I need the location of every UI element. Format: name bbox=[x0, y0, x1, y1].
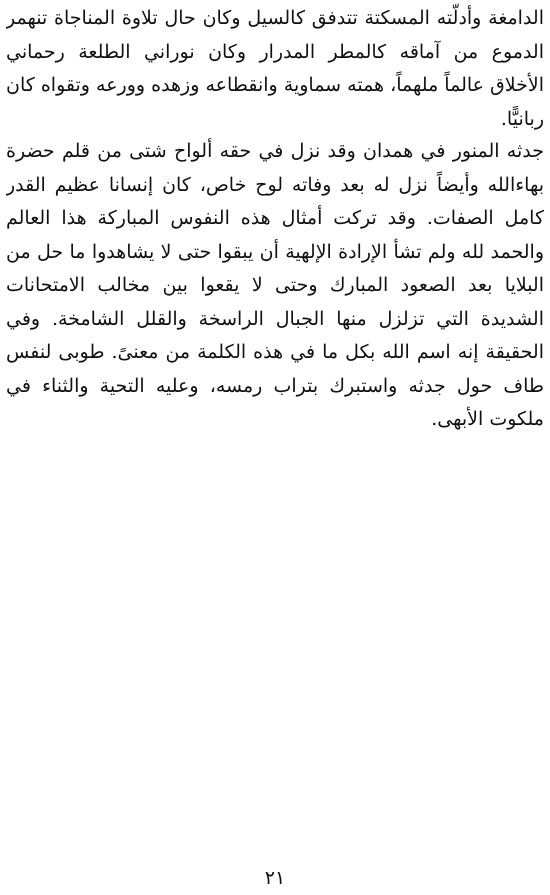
page-number: ٢١ bbox=[264, 867, 286, 889]
text-line: الأخلاق عالماً ملهماً، همته سماوية وانقطاعه وزهده وورعه وتقواه كان bbox=[6, 74, 544, 96]
text-line: طاف حول جدثه واستبرك بتراب رمسه، وعليه التحية والثناء في bbox=[6, 374, 544, 397]
text-line: الدموع من آماقه كالمطر المدرار وكان نوراني الطلعة رحماني bbox=[6, 40, 544, 63]
text-line: كامل الصفات. وقد تركت أمثال هذه النفوس المباركة هذا العالم bbox=[6, 207, 544, 229]
text-line: بهاءالله وأيضاً نزل له بعد وفاته لوح خاص، كان إنسانا عظيم القدر bbox=[6, 173, 544, 196]
text-line: الحقيقة إنه اسم الله بكل ما في هذه الكلمة من معنىً. طوبى لنفس bbox=[6, 341, 544, 363]
text-line: والحمد لله ولم تشأ الإرادة الإلهية أن يبقوا حتى لا يشاهدوا ما حل من bbox=[6, 240, 544, 263]
text-line: الدامغة وأدلّته المسكتة تتدفق كالسيل وكان حال تلاوة المناجاة تنهمر bbox=[6, 7, 544, 29]
text-line: جدثه المنور في همدان وقد نزل في حقه ألواح شتى من قلم حضرة bbox=[6, 140, 544, 162]
paragraph-1 bbox=[6, 2, 544, 136]
text-line: البلايا بعد الصعود المبارك وحتى لا يقعوا بين مخالب الامتحانات bbox=[6, 274, 544, 296]
text-line: ربانيًّا. bbox=[500, 107, 544, 130]
text-line: الشديدة التي تزلزل منها الجبال الراسخة والقلل الشامخة. وفي bbox=[6, 307, 544, 330]
text-line: ملكوت الأبهى. bbox=[431, 408, 544, 430]
paragraph-2 bbox=[6, 135, 544, 437]
